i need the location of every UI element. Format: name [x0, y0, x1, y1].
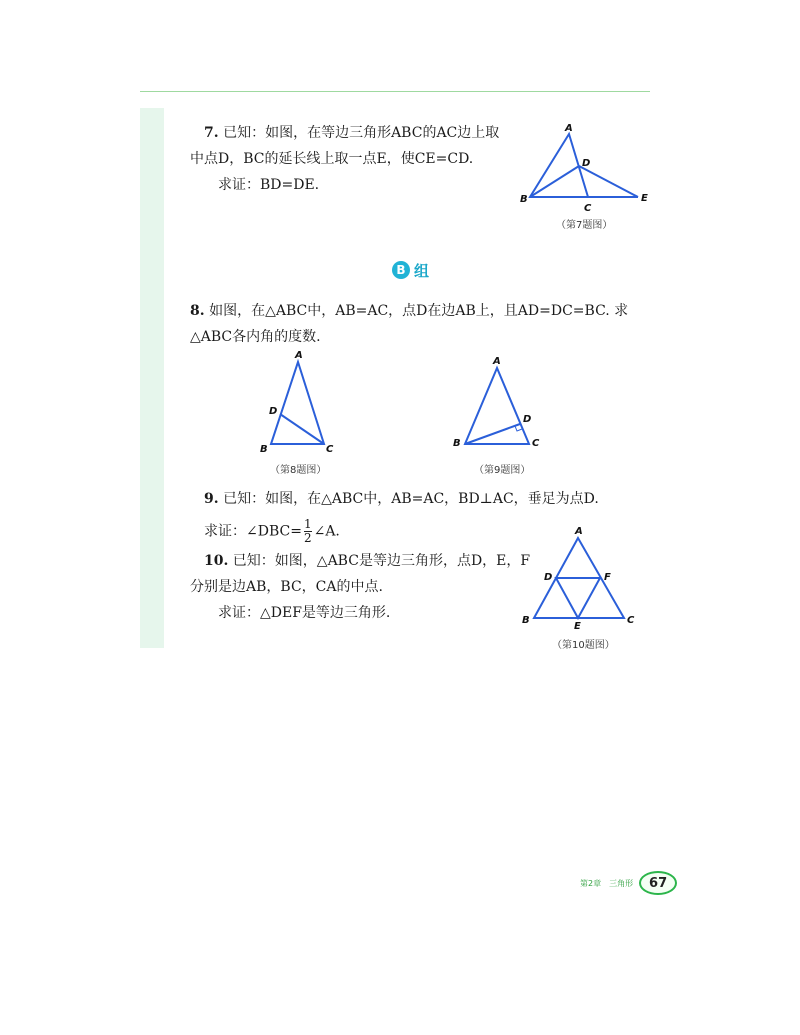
- problem-7-line-2: 中点D，BC的延长线上取一点E，使CE=CD.: [190, 151, 474, 167]
- figure-9-caption: （第9题图）: [474, 465, 531, 476]
- figure-8: [258, 350, 348, 455]
- fig7-label-a: A: [565, 123, 573, 134]
- fig10-label-c: C: [627, 615, 635, 626]
- fig8-label-b: B: [260, 444, 268, 455]
- fig10-label-f: F: [604, 572, 611, 583]
- problem-7: [190, 120, 500, 198]
- group-b-heading: [392, 258, 429, 282]
- problem-9-line-1: 9. 已知：如图，在△ABC中，AB=AC，BD⊥AC，垂足为点D.: [204, 491, 599, 507]
- fig8-label-c: C: [326, 444, 334, 455]
- fig8-triangle-abc: [271, 362, 324, 444]
- group-b-badge: B: [392, 261, 410, 279]
- problem-7-line-1: 7. 已知：如图，在等边三角形ABC的AC边上取: [204, 125, 500, 141]
- fig7-segment-de: [579, 166, 638, 197]
- chapter-label: 第2章 三角形: [580, 878, 634, 888]
- fig7-label-c: C: [584, 203, 592, 214]
- problem-8: [190, 298, 628, 350]
- problem-9-line-2: 求证：∠DBC= $\frac{1}{2}$ ∠A.: [204, 517, 340, 545]
- problem-10-line-3: 求证：△DEF是等边三角形.: [218, 605, 391, 621]
- fig7-label-d: D: [582, 158, 591, 169]
- page-number: 67: [639, 871, 677, 895]
- fig9-label-a: A: [493, 356, 501, 367]
- group-b-title: 组: [414, 261, 430, 280]
- fig10-label-e: E: [574, 621, 581, 632]
- figure-9: [452, 352, 552, 457]
- fig7-label-b: B: [520, 194, 528, 205]
- problem-7-line-3: 求证：BD=DE.: [218, 177, 320, 193]
- figure-7-caption: （第7题图）: [556, 220, 613, 231]
- fig9-label-b: B: [453, 438, 461, 449]
- fig10-label-a: A: [575, 526, 583, 537]
- top-rule: [140, 91, 650, 92]
- figure-10: [518, 526, 638, 636]
- fig10-triangle-def: [556, 578, 600, 618]
- figure-10-caption: （第10题图）: [552, 640, 615, 651]
- figure-8-caption: （第8题图）: [270, 465, 327, 476]
- figure-7: [520, 124, 660, 214]
- fig9-label-c: C: [532, 438, 540, 449]
- problem-10-line-2: 分别是边AB，BC，CA的中点.: [190, 579, 383, 595]
- fig9-segment-bd: [465, 424, 520, 444]
- problem-8-line-1: 8. 如图，在△ABC中，AB=AC，点D在边AB上，且AD=DC=BC. 求: [190, 303, 629, 319]
- fig7-segment-bd: [530, 166, 579, 197]
- problem-10-line-1: 10. 已知：如图，△ABC是等边三角形，点D，E，F: [204, 553, 531, 569]
- fig8-label-a: A: [295, 350, 303, 361]
- fig8-segment-dc: [280, 414, 324, 444]
- fraction-one-half: $\frac{1}{2}$: [303, 517, 312, 545]
- fig9-label-d: D: [523, 414, 532, 425]
- problem-8-line-2: △ABC各内角的度数.: [190, 329, 321, 345]
- fig10-label-d: D: [544, 572, 553, 583]
- side-band: [140, 108, 164, 648]
- page-footer: [580, 872, 677, 894]
- fig8-label-d: D: [269, 406, 278, 417]
- fig10-label-b: B: [522, 615, 530, 626]
- problem-10: [190, 548, 531, 626]
- fig7-label-e: E: [641, 193, 648, 204]
